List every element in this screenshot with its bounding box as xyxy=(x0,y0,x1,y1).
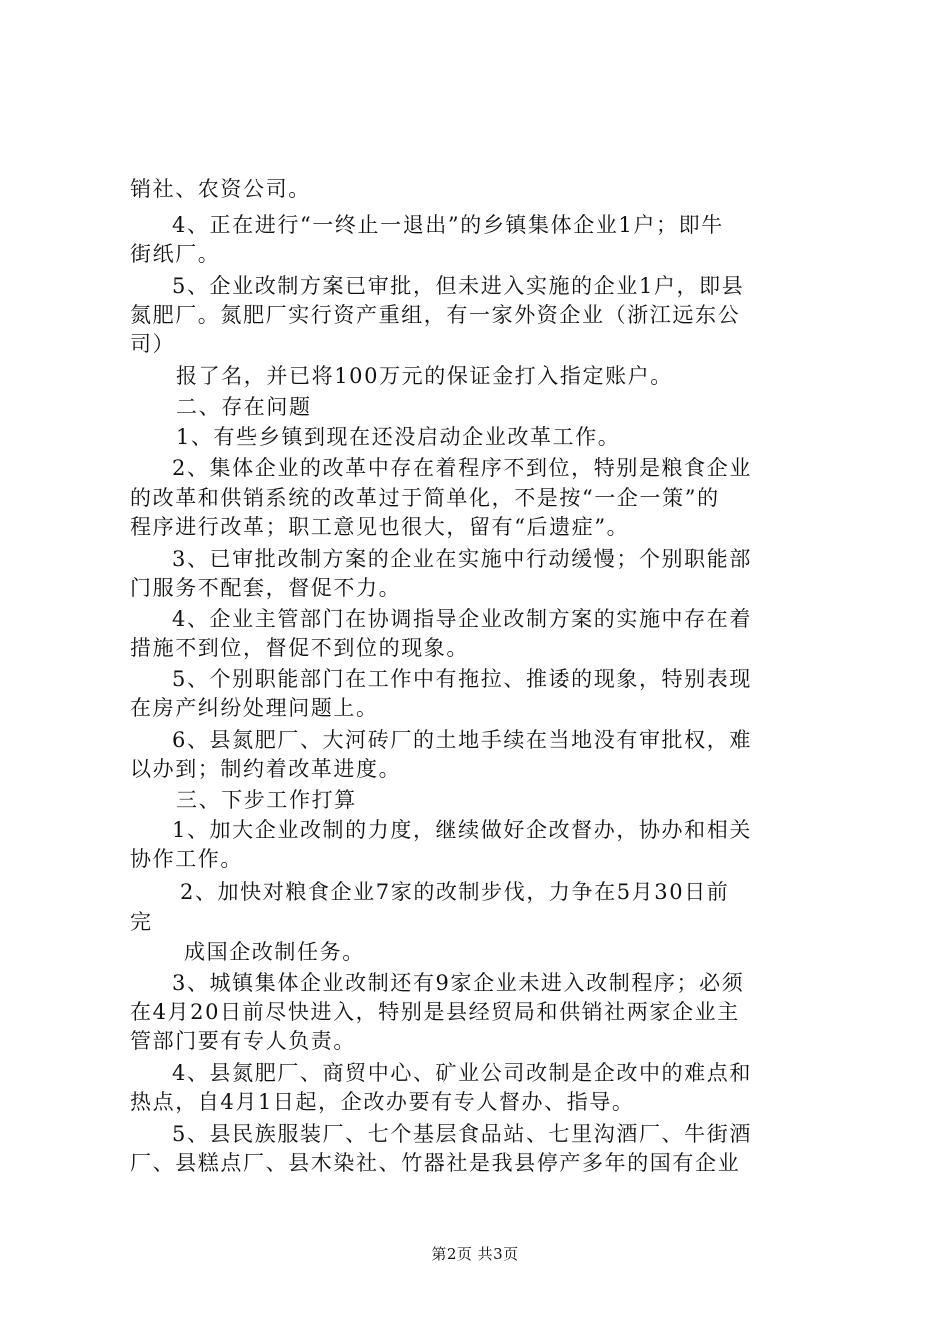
text-line: 完 xyxy=(130,910,153,934)
text-line: 5、企业改制方案已审批，但未进入实施的企业1户，即县 xyxy=(172,274,745,298)
text-line: 司） xyxy=(130,332,176,356)
text-line: 销社、农资公司。 xyxy=(130,177,311,201)
text-line: 氮肥厂。氮肥厂实行资产重组，有一家外资企业（浙江远东公 xyxy=(130,303,741,327)
text-line: 2、加快对粮食企业7家的改制步伐，力争在5月30日前 xyxy=(180,880,730,904)
text-line: 5、县民族服装厂、七个基层食品站、七里沟酒厂、牛街酒 xyxy=(172,1122,752,1146)
section-heading: 三、下步工作打算 xyxy=(176,788,357,812)
section-heading: 二、存在问题 xyxy=(176,395,312,419)
text-line: 在4月20日前尽快进入，特别是县经贸局和供销社两家企业主 xyxy=(130,1000,740,1024)
text-line: 4、企业主管部门在协调指导企业改制方案的实施中存在着 xyxy=(172,607,752,631)
text-line: 1、加大企业改制的力度，继续做好企改督办，协办和相关 xyxy=(172,818,752,842)
text-line: 3、已审批改制方案的企业在实施中行动缓慢；个别职能部 xyxy=(172,547,752,571)
text-line: 报了名，并已将100万元的保证金打入指定账户。 xyxy=(176,364,673,388)
text-line: 5、个别职能部门在工作中有拖拉、推诿的现象，特别表现 xyxy=(172,667,752,691)
text-line: 的改革和供销系统的改革过于简单化，不是按“一企一策”的 xyxy=(130,486,720,510)
text-line: 厂、县糕点厂、县木染社、竹器社是我县停产多年的国有企业 xyxy=(130,1151,741,1175)
page-footer: 第2页 共3页 xyxy=(431,1245,519,1263)
text-line: 热点，自4月1日起，企改办要有专人督办、指导。 xyxy=(130,1090,635,1114)
text-line: 1、有些乡镇到现在还没启动企业改革工作。 xyxy=(176,425,621,449)
text-line: 2、集体企业的改革中存在着程序不到位，特别是粮食企业 xyxy=(172,456,752,480)
text-line: 在房产纠纷处理问题上。 xyxy=(130,696,379,720)
text-line: 3、城镇集体企业改制还有9家企业未进入改制程序；必须 xyxy=(172,971,745,995)
text-line: 4、正在进行“一终止一退出”的乡镇集体企业1户；即牛 xyxy=(172,213,724,237)
text-line: 协作工作。 xyxy=(130,847,243,871)
text-line: 4、县氮肥厂、商贸中心、矿业公司改制是企改中的难点和 xyxy=(172,1061,752,1085)
text-line: 6、县氮肥厂、大河砖厂的土地手续在当地没有审批权，难 xyxy=(172,728,752,752)
text-line: 街纸厂。 xyxy=(130,242,221,266)
text-line: 以办到；制约着改革进度。 xyxy=(130,757,402,781)
text-line: 成国企改制任务。 xyxy=(184,940,365,964)
text-line: 措施不到位，督促不到位的现象。 xyxy=(130,636,469,660)
text-line: 管部门要有专人负责。 xyxy=(130,1029,356,1053)
text-line: 门服务不配套，督促不力。 xyxy=(130,576,402,600)
text-line: 程序进行改革；职工意见也很大，留有“后遗症”。 xyxy=(130,515,630,539)
